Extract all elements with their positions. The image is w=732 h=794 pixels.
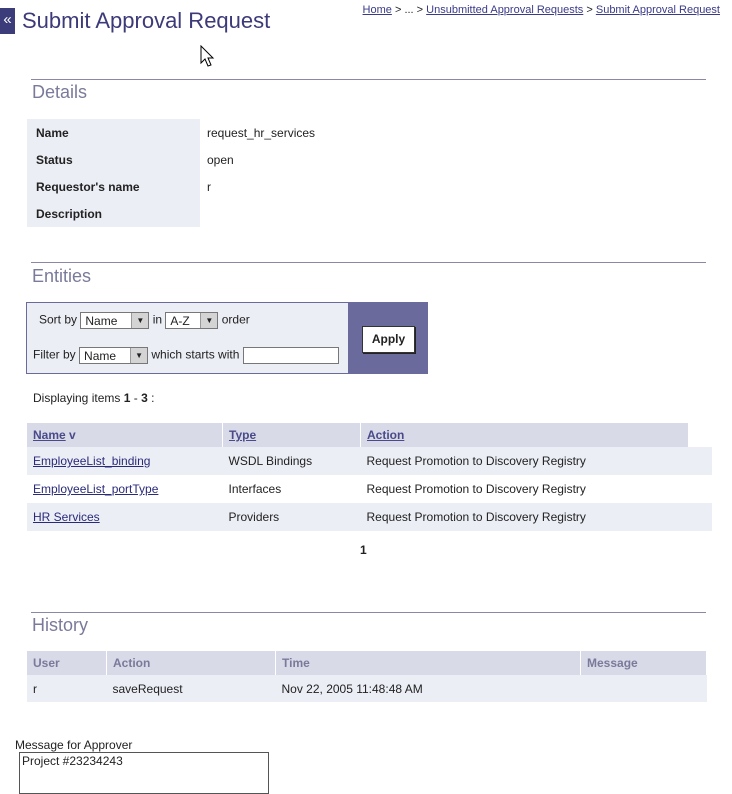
message-for-approver-textarea[interactable]: Project #23234243 [19,752,269,794]
entity-type-cell: Providers [223,503,361,531]
filter-by-select[interactable] [79,347,148,364]
filter-by-label: Filter by [33,347,76,362]
details-value: r [207,179,211,194]
sort-by-select-value: Name [85,314,118,328]
entity-name-link[interactable]: HR Services [33,510,100,524]
table-header-row [27,651,707,675]
displaying-items-text [33,391,154,405]
details-row [27,146,507,173]
section-divider [31,79,706,80]
starts-with-label: which starts with [151,347,240,362]
section-divider [31,262,706,263]
apply-button[interactable]: Apply [362,326,415,353]
details-label: Status [27,146,200,173]
entity-name-cell [27,447,223,475]
column-header-user: User [27,651,107,675]
entity-name-cell [27,503,223,531]
dropdown-arrow-icon: ▼ [131,313,148,328]
details-value: request_hr_services [207,125,316,140]
sort-by-label: Sort by [39,312,78,327]
column-header-message: Message [581,651,707,675]
details-row [27,173,507,200]
order-label: order [221,312,250,327]
entity-name-cell [27,475,223,503]
range-start: 1 [123,391,131,405]
table-row [27,447,712,475]
entity-name-link[interactable]: EmployeeList_binding [33,454,151,468]
entity-type-cell: WSDL Bindings [223,447,361,475]
details-row [27,119,507,146]
entity-action-cell: Request Promotion to Discovery Registry [366,482,586,496]
range-end: 3 [141,391,148,405]
filter-by-select-value: Name [84,349,117,363]
details-label: Name [27,119,200,146]
sort-descending-icon: v [65,428,76,442]
entity-type-cell: Interfaces [228,482,282,496]
double-chevron-left-icon: « [3,11,12,28]
details-row [27,200,507,227]
section-divider [31,612,706,613]
sort-row [39,312,250,329]
entities-section-title: Entities [32,266,92,286]
sort-by-type-link[interactable]: Type [229,428,257,442]
table-row [27,475,712,503]
breadcrumb-unsubmitted-link[interactable]: Unsubmitted Approval Requests [426,4,584,16]
sort-by-name-link[interactable]: Name [33,428,66,442]
column-header-name[interactable] [27,423,223,447]
entity-action-cell: Request Promotion to Discovery Registry [361,447,712,475]
breadcrumb-separator: > [391,4,405,16]
details-table [27,119,507,227]
pagination-current-page: 1 [360,543,367,557]
column-header-type[interactable] [223,423,361,447]
dropdown-arrow-icon: ▼ [200,313,217,328]
details-value: open [207,152,234,167]
displaying-suffix: : [147,391,155,405]
breadcrumb-separator: > [583,4,596,16]
sort-order-select[interactable] [165,312,218,329]
breadcrumb [363,4,720,16]
starts-with-input[interactable] [243,347,339,364]
breadcrumb-home-link[interactable]: Home [362,4,392,16]
history-message-cell [581,675,707,702]
column-header-action[interactable] [361,423,689,447]
details-value [200,200,507,227]
collapse-panel-button[interactable] [0,8,15,34]
table-row [27,503,712,531]
sort-order-select-value: A-Z [170,314,190,328]
table-row [27,675,707,702]
entity-name-link[interactable]: EmployeeList_portType [33,482,159,496]
history-user-cell: r [27,675,107,702]
breadcrumb-ellipsis: ... [404,4,414,16]
sort-by-action-link[interactable]: Action [367,428,405,442]
page-title: Submit Approval Request [22,8,271,33]
history-table [27,651,707,702]
sort-by-select[interactable] [80,312,149,329]
range-separator: - [130,391,142,405]
details-label: Description [27,200,200,227]
entity-action-cell: Request Promotion to Discovery Registry [361,503,712,531]
entities-table [27,423,712,531]
column-header-time: Time [276,651,581,675]
history-action-cell: saveRequest [107,675,276,702]
mouse-pointer-icon [200,45,216,69]
details-label: Requestor's name [27,173,200,200]
filter-row [33,347,339,364]
column-header-action: Action [107,651,276,675]
dropdown-arrow-icon: ▼ [130,348,147,363]
displaying-prefix: Displaying items [33,391,124,405]
details-section-title: Details [32,82,88,102]
breadcrumb-current-link[interactable]: Submit Approval Request [595,4,720,16]
in-label: in [152,312,163,327]
table-header-row [27,423,712,447]
history-section-title: History [32,615,89,635]
message-for-approver-label: Message for Approver [15,738,133,752]
history-time-cell: Nov 22, 2005 11:48:48 AM [276,675,581,702]
breadcrumb-separator: > [413,4,427,16]
header-spacer [689,423,712,447]
